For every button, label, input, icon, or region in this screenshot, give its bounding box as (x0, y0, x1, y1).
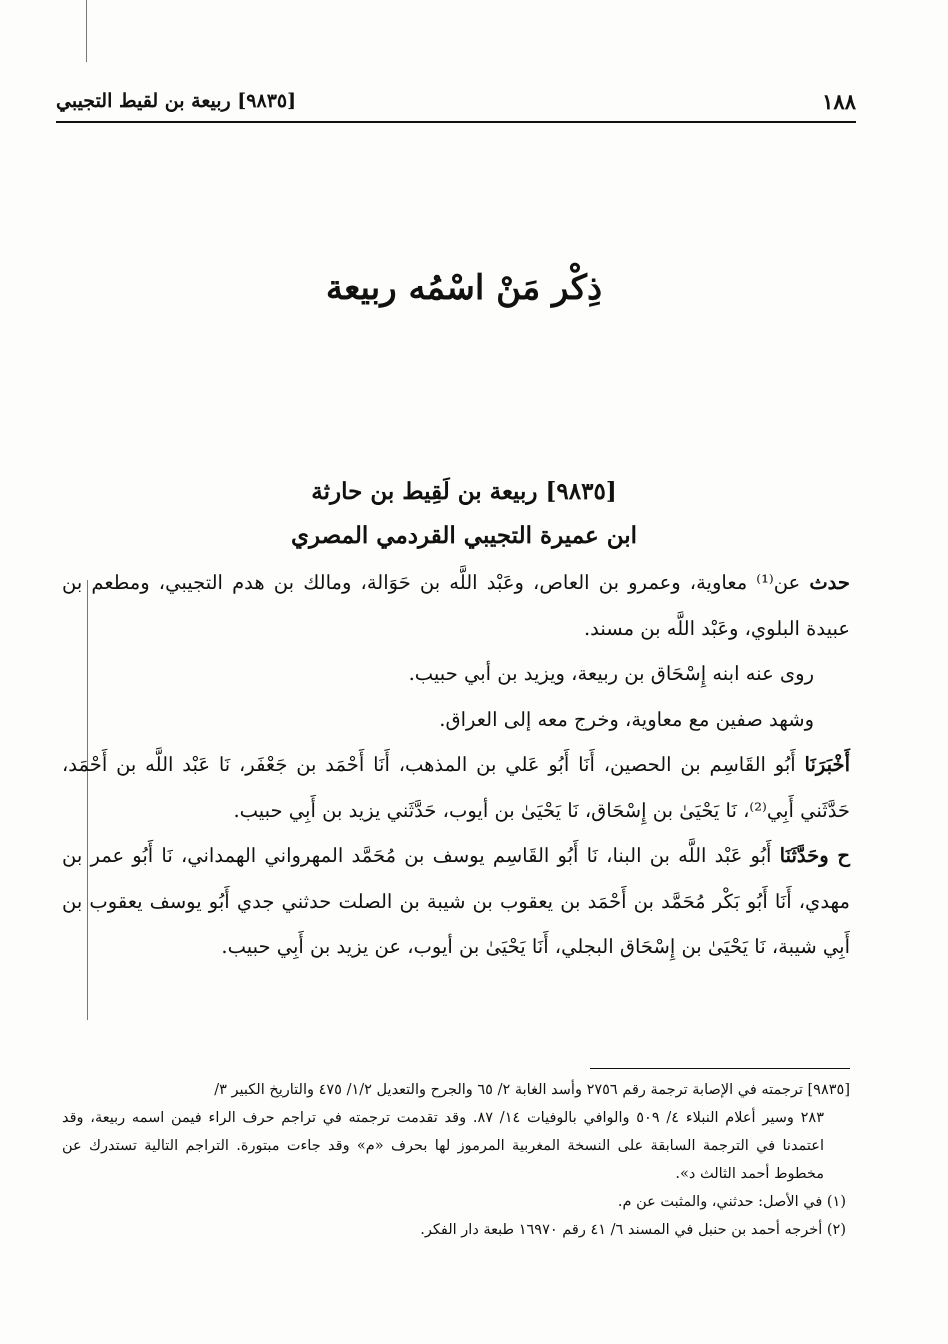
paragraph-1-text: عن⁽¹⁾ معاوية، وعمرو بن العاص، وعَبْد اللَّه بن حَوَالة، ومالك بن هدم التجيبي، ومطعم بن عبيدة البلوي، وعَبْد اللَّه بن مسند. (62, 571, 850, 640)
running-title: [٩٨٣٥] ربيعة بن لقيط التجيبي (56, 90, 297, 112)
page-header (56, 84, 856, 118)
entry-title-line-1: [٩٨٣٥] ربيعة بن لَقِيط بن حارثة (311, 478, 617, 505)
entry-title-line-2: ابن عميرة التجيبي القردمي المصري (290, 522, 638, 549)
paragraph-2: روى عنه ابنه إِسْحَاق بن ربيعة، ويزيد بن أبي حبيب. (408, 662, 814, 685)
footnote-main-first: [٩٨٣٥] ترجمته في الإصابة ترجمة رقم ٢٧٥٦ وأسد الغابة ٢/ ٦٥ والجرح والتعديل ١/٢/ ٤٧٥ والتاريخ الكبير ٣/ (214, 1082, 850, 1098)
paragraph-4-lead: أَخْبَرَنَا (804, 753, 850, 776)
entry-body (62, 560, 850, 970)
chapter-title: ذِكْر مَنْ اسْمُه ربيعة (325, 268, 603, 308)
paragraph-5-lead: ح وحَدَّثَنَا (779, 844, 850, 867)
scan-artifact-line (86, 0, 87, 62)
paragraph-3: وشهد صفين مع معاوية، وخرج معه إلى العراق. (439, 707, 814, 731)
page-number: ١٨٨ (822, 88, 856, 114)
footnote-1: (١) في الأصل: حدثني، والمثبت عن م. (617, 1194, 846, 1210)
footnote-main-rest: ٢٨٣ وسير أعلام النبلاء ٤/ ٥٠٩ والوافي بالوفيات ١٤/ ٨٧. وقد تقدمت ترجمته في تراجم حرف الراء فيمن اسمه ربيعة، وقد اعتمدنا في الترجمة السابقة على النسخة المغربية المرموز لها بحرف «م» وقد جاءت مبتورة. التراجم التالية تستدرك عن مخطوط أحمد الثالث د». (62, 1110, 825, 1182)
footnotes (62, 1076, 850, 1244)
paragraph-1-lead: حدث (809, 571, 850, 594)
paragraph-5 (62, 833, 850, 970)
entry-heading (90, 470, 838, 558)
footnote-2: (٢) أخرجه أحمد بن حنبل في المسند ٦/ ٤١ رقم ١٦٩٧٠ طبعة دار الفكر. (420, 1222, 846, 1238)
footnote-rule (590, 1068, 850, 1069)
paragraph-1 (62, 560, 850, 651)
paragraph-4 (62, 742, 850, 833)
paragraph-5-text: أَبُو عَبْد اللَّه بن البنا، نَا أَبُو القَاسِم يوسف بن مُحَمَّد المهرواني الهمداني، نَا أَبُو عمر بن مهدي، أَنَا أَبُو بَكْر مُحَمَّد بن أَحْمَد بن يعقوب بن شيبة بن الصلت حدثني جدي أَبُو يوسف يعقوب بن أَبِي شيبة، نَا يَحْيَىٰ بن إِسْحَاق البجلي، أَنَا يَحْيَىٰ بن أيوب، عن يزيد بن أَبِي حبيب. (62, 844, 850, 958)
header-rule (56, 121, 856, 123)
paragraph-4-text: أَبُو القَاسِم بن الحصين، أَنَا أَبُو عَلي بن المذهب، أَنَا أَحْمَد بن جَعْفَر، نَا عَبْد اللَّه بن أَحْمَد، حَدَّثَني أَبِي⁽²⁾، نَا يَحْيَىٰ بن إِسْحَاق، نَا يَحْيَىٰ بن أيوب، حَدَّثَني يزيد بن أَبِي حبيب. (62, 753, 850, 822)
